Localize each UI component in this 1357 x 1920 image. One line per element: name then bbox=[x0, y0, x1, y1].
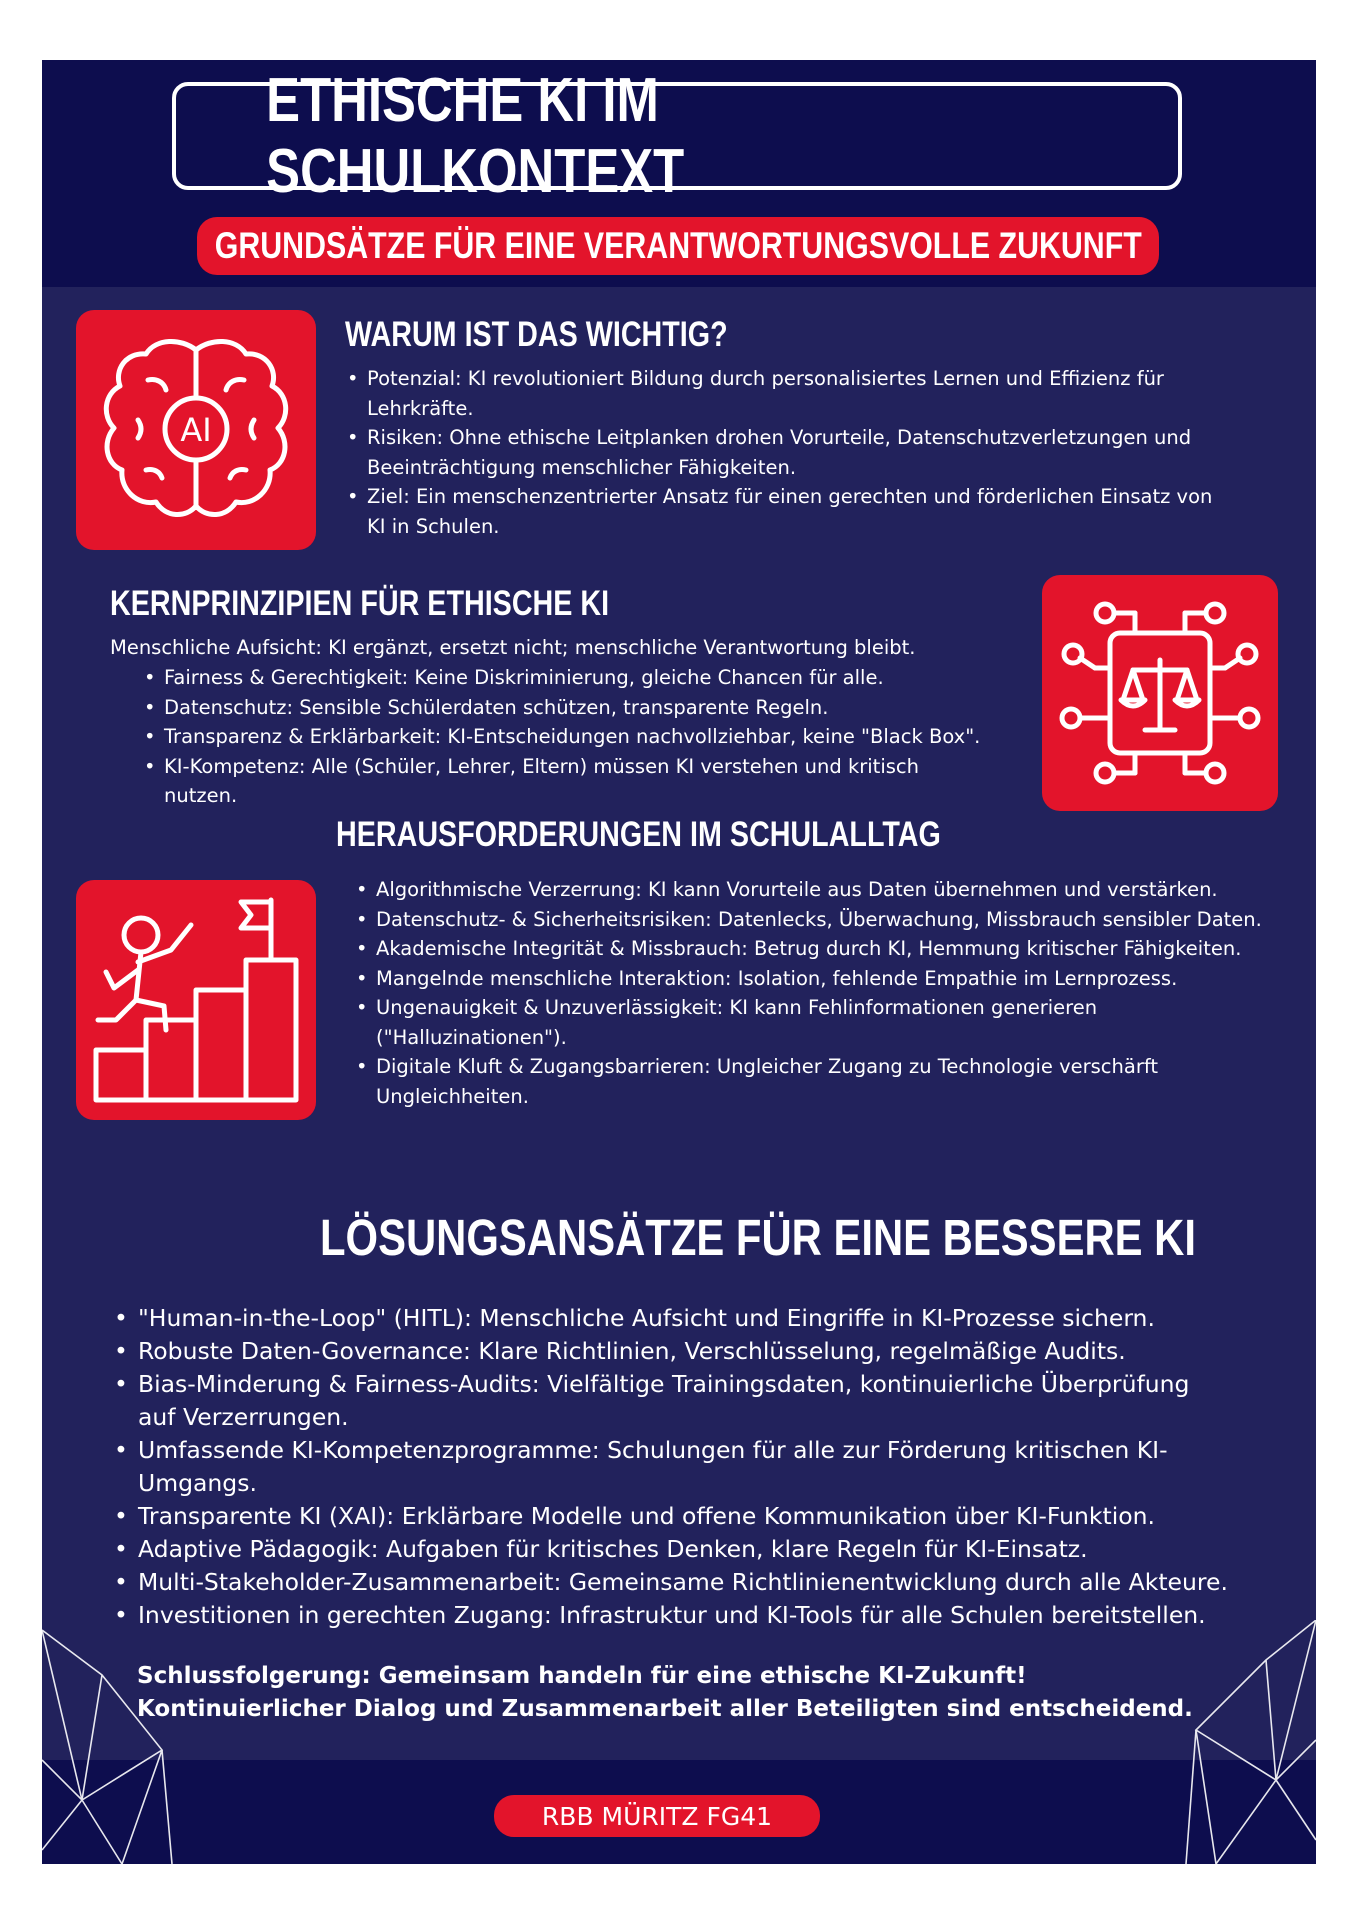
principles-icon-box bbox=[1042, 575, 1278, 811]
list-item: • Potenzial: KI revolutioniert Bildung durch personalisiertes Lernen und Effizienz für Lehrkräfte. bbox=[345, 364, 1225, 423]
list-item: • Ungenauigkeit & Unzuverlässigkeit: KI kann Fehlinformationen generieren ("Halluzinationen"). bbox=[354, 993, 1294, 1052]
why-heading: WARUM IST DAS WICHTIG? bbox=[345, 315, 728, 354]
page-subtitle: GRUNDSÄTZE FÜR EINE VERANTWORTUNGSVOLLE ZUKUNFT bbox=[214, 225, 1142, 266]
title-frame bbox=[172, 66, 1182, 206]
list-item: • Investitionen in gerechten Zugang: Infrastruktur und KI-Tools für alle Schulen bereitstellen. bbox=[112, 1599, 1282, 1632]
list-item: • Bias-Minderung & Fairness-Audits: Vielfältige Trainingsdaten, kontinuierliche Überprüfung auf Verzerrungen. bbox=[112, 1368, 1218, 1434]
page-title: ETHISCHE KI IM SCHULKONTEXT bbox=[266, 66, 685, 206]
solutions-heading: LÖSUNGSANSÄTZE FÜR EINE BESSERE KI bbox=[320, 1209, 1197, 1266]
list-item: • Transparente KI (XAI): Erklärbare Modelle und offene Kommunikation über KI-Funktion. bbox=[112, 1500, 1282, 1533]
climbing-stairs-flag-icon bbox=[86, 890, 306, 1110]
list-item: • Akademische Integrität & Missbrauch: Betrug durch KI, Hemmung kritischer Fähigkeiten. bbox=[354, 934, 1294, 964]
subtitle-banner bbox=[197, 217, 1159, 275]
polygon-mesh-right-icon bbox=[1176, 1620, 1316, 1864]
solutions-list bbox=[112, 1302, 1282, 1632]
challenges-list bbox=[354, 875, 1294, 1111]
principles-heading: KERNPRINZIPIEN FÜR ETHISCHE KI bbox=[110, 584, 610, 623]
why-icon-box bbox=[76, 310, 316, 550]
poster bbox=[42, 60, 1316, 1864]
svg-text:AI: AI bbox=[180, 411, 212, 449]
list-item: • Datenschutz: Sensible Schülerdaten schützen, transparente Regeln. bbox=[142, 693, 1042, 723]
list-item: • Datenschutz- & Sicherheitsrisiken: Datenlecks, Überwachung, Missbrauch sensibler Daten. bbox=[354, 905, 1294, 935]
list-item: • Umfassende KI-Kompetenzprogramme: Schulungen für alle zur Förderung kritischen KI-Umgangs. bbox=[112, 1434, 1218, 1500]
list-item: • Transparenz & Erklärbarkeit: KI-Entscheidungen nachvollziehbar, keine "Black Box". bbox=[142, 722, 1042, 752]
list-item: • Risiken: Ohne ethische Leitplanken drohen Vorurteile, Datenschutzverletzungen und Beeinträchtigung menschlicher Fähigkeiten. bbox=[345, 423, 1225, 482]
list-item: • Ziel: Ein menschenzentrierter Ansatz für einen gerechten und förderlichen Einsatz von KI in Schulen. bbox=[345, 482, 1225, 541]
list-item: • "Human-in-the-Loop" (HITL): Menschliche Aufsicht und Eingriffe in KI-Prozesse sichern. bbox=[112, 1302, 1282, 1335]
brain-ai-icon bbox=[86, 320, 306, 540]
principles-list bbox=[142, 663, 1042, 811]
list-item: • Algorithmische Verzerrung: KI kann Vorurteile aus Daten übernehmen und verstärken. bbox=[354, 875, 1294, 905]
conclusion-line-2: Kontinuierlicher Dialog und Zusammenarbeit aller Beteiligten sind entscheidend. bbox=[137, 1696, 1193, 1722]
challenges-icon-box bbox=[76, 880, 316, 1120]
circuit-scales-icon bbox=[1055, 588, 1265, 798]
list-item: • Adaptive Pädagogik: Aufgaben für kritisches Denken, klare Regeln für KI-Einsatz. bbox=[112, 1533, 1282, 1566]
list-item: • Robuste Daten-Governance: Klare Richtlinien, Verschlüsselung, regelmäßige Audits. bbox=[112, 1335, 1282, 1368]
why-list bbox=[345, 364, 1225, 541]
polygon-mesh-left-icon bbox=[42, 1620, 182, 1864]
principles-intro: Menschliche Aufsicht: KI ergänzt, ersetzt nicht; menschliche Verantwortung bleibt. bbox=[110, 636, 916, 659]
list-item: • Multi-Stakeholder-Zusammenarbeit: Gemeinsame Richtlinienentwicklung durch alle Akteure. bbox=[112, 1566, 1282, 1599]
list-item: • Digitale Kluft & Zugangsbarrieren: Ungleicher Zugang zu Technologie verschärft Ungleichheiten. bbox=[354, 1052, 1294, 1111]
list-item: • Fairness & Gerechtigkeit: Keine Diskriminierung, gleiche Chancen für alle. bbox=[142, 663, 1042, 693]
list-item: • Mangelnde menschliche Interaktion: Isolation, fehlende Empathie im Lernprozess. bbox=[354, 964, 1294, 994]
footer-badge: RBB MÜRITZ FG41 bbox=[494, 1795, 820, 1837]
challenges-heading: HERAUSFORDERUNGEN IM SCHULALLTAG bbox=[336, 815, 941, 854]
conclusion-line-1: Schlussfolgerung: Gemeinsam handeln für eine ethische KI-Zukunft! bbox=[137, 1663, 1027, 1689]
conclusion bbox=[137, 1660, 1287, 1726]
list-item: • KI-Kompetenz: Alle (Schüler, Lehrer, Eltern) müssen KI verstehen und kritisch nutzen. bbox=[142, 752, 944, 811]
